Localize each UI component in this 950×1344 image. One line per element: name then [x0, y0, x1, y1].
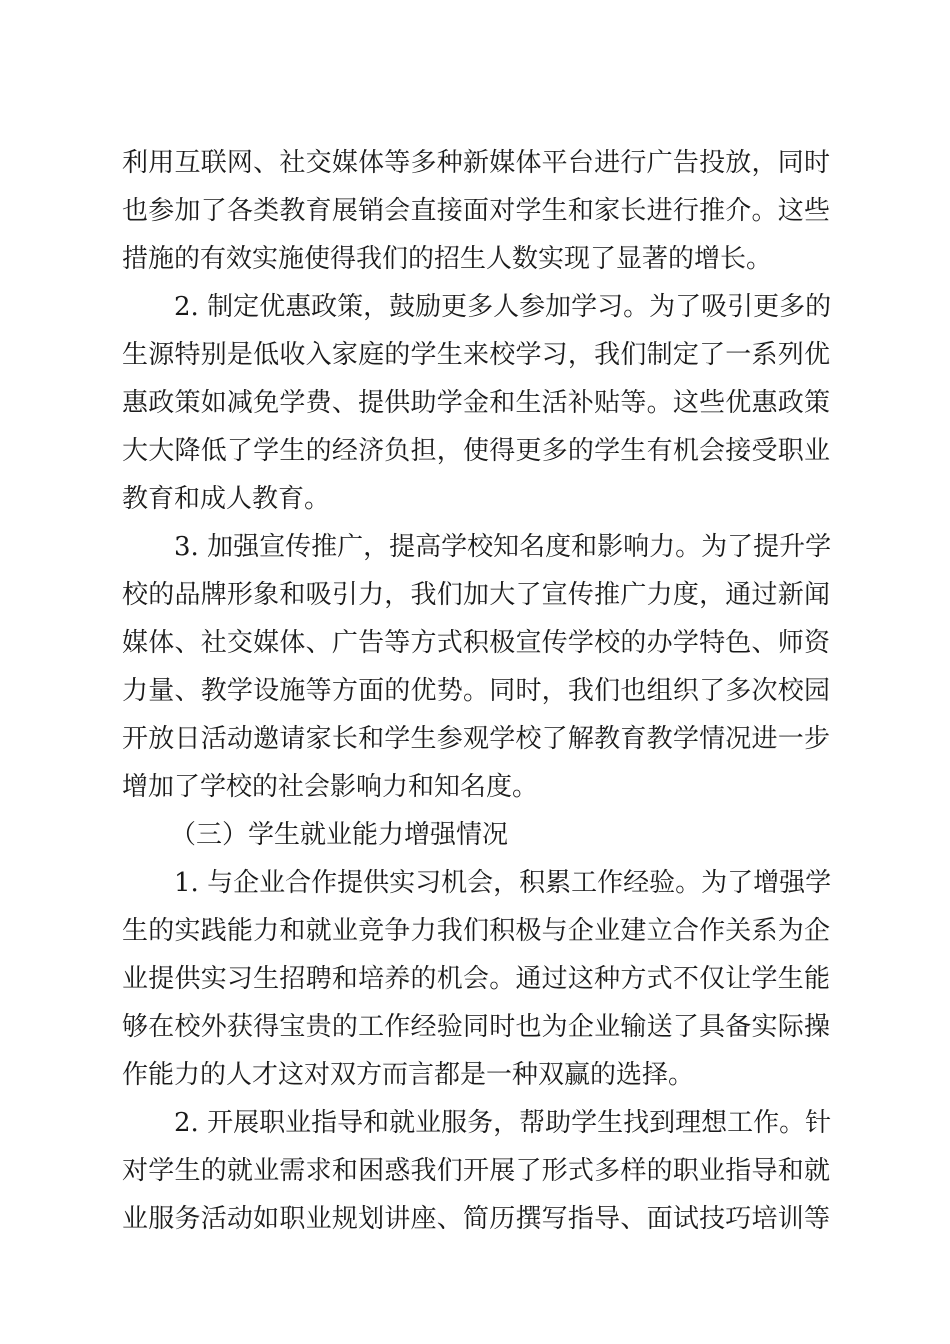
paragraph-line: 也参加了各类教育展销会直接面对学生和家长进行推介。这些	[122, 196, 830, 226]
section-heading: （三）学生就业能力增强情况	[170, 820, 509, 850]
paragraph-line: 大大降低了学生的经济负担，使得更多的学生有机会接受职业	[122, 436, 830, 466]
paragraph-line: 开放日活动邀请家长和学生参观学校了解教育教学情况进一步	[122, 724, 830, 754]
paragraph-line: 对学生的就业需求和困惑我们开展了形式多样的职业指导和就	[122, 1156, 830, 1186]
paragraph-line: 增加了学校的社会影响力和知名度。	[122, 772, 539, 802]
paragraph-line: 业服务活动如职业规划讲座、简历撰写指导、面试技巧培训等	[122, 1204, 830, 1234]
paragraph-line: 教育和成人教育。	[122, 484, 331, 514]
paragraph-line: 校的品牌形象和吸引力，我们加大了宣传推广力度，通过新闻	[122, 580, 830, 610]
paragraph-line: 业提供实习生招聘和培养的机会。通过这种方式不仅让学生能	[122, 964, 830, 994]
paragraph-line: 生的实践能力和就业竞争力我们积极与企业建立合作关系为企	[122, 916, 830, 946]
paragraph-line: 3. 加强宣传推广，提高学校知名度和影响力。为了提升学	[174, 532, 832, 562]
paragraph-line: 1. 与企业合作提供实习机会，积累工作经验。为了增强学	[174, 868, 832, 898]
paragraph-line: 生源特别是低收入家庭的学生来校学习，我们制定了一系列优	[122, 340, 830, 370]
paragraph-line: 2. 制定优惠政策，鼓励更多人参加学习。为了吸引更多的	[174, 292, 832, 322]
paragraph-line: 惠政策如减免学费、提供助学金和生活补贴等。这些优惠政策	[122, 388, 830, 418]
paragraph-line: 作能力的人才这对双方而言都是一种双赢的选择。	[122, 1060, 695, 1090]
paragraph-line: 力量、教学设施等方面的优势。同时，我们也组织了多次校园	[122, 676, 830, 706]
paragraph-line: 利用互联网、社交媒体等多种新媒体平台进行广告投放，同时	[122, 148, 830, 178]
paragraph-line: 2. 开展职业指导和就业服务，帮助学生找到理想工作。针	[174, 1108, 832, 1138]
paragraph-line: 媒体、社交媒体、广告等方式积极宣传学校的办学特色、师资	[122, 628, 830, 658]
paragraph-line: 够在校外获得宝贵的工作经验同时也为企业输送了具备实际操	[122, 1012, 830, 1042]
paragraph-line: 措施的有效实施使得我们的招生人数实现了显著的增长。	[122, 244, 773, 274]
